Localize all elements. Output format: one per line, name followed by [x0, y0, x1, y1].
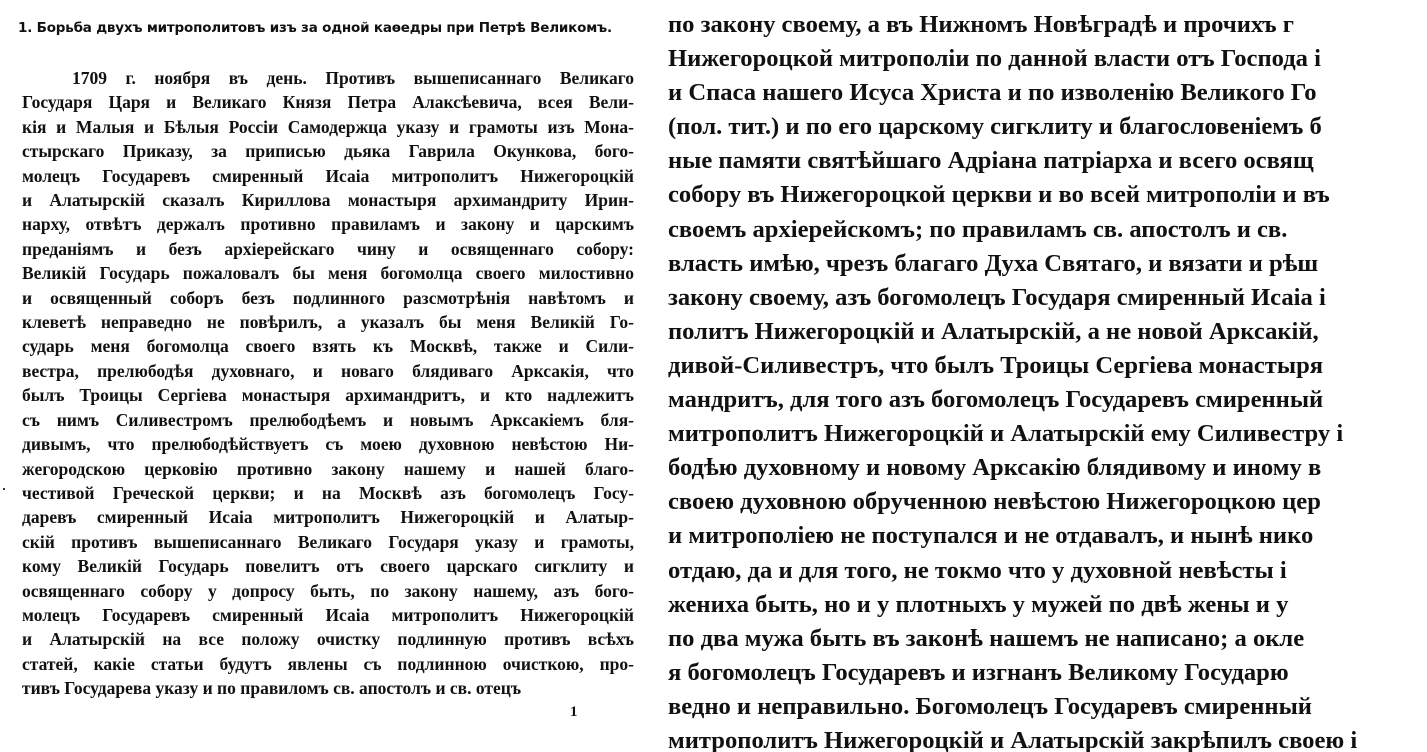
text-line: жегородскою церковію противно закону нашему и нашей благо- [22, 458, 634, 479]
text-line: бодѣю духовному и новому Арксакію блядивому и иному в [668, 454, 1322, 482]
text-line: по два мужа быть въ законѣ нашемъ не написано; а окле [668, 624, 1305, 652]
text-line: (пол. тит.) и по его царскому сигклиту и благословеніемъ б [668, 113, 1322, 141]
text-line: кія и Малыя и Бѣлыя Россіи Самодержца указу и грамоты изъ Мона- [22, 116, 634, 137]
text-line: дивой-Силивестръ, что былъ Троицы Сергіева монастыря [668, 351, 1324, 379]
text-line: Государя Царя и Великаго Князя Петра Алаксѣевича, всея Вели- [22, 92, 634, 113]
text-line: митрополитъ Нижегороцкій и Алатырскій ему Силивестру і [668, 420, 1344, 448]
text-line: Нижегороцкой митрополіи по данной власти отъ Господа і [668, 45, 1321, 73]
text-line: Великій Государь пожаловалъ бы меня богомолца своего милостивно [22, 263, 634, 284]
left-page-text [22, 66, 634, 701]
page-number: 1 [570, 704, 578, 720]
margin-mark [3, 488, 5, 490]
text-line: и освященный соборъ безъ подлинного разсмотрѣнія навѣтомъ и [22, 287, 634, 308]
text-line: клеветѣ неправедно не повѣрилъ, а указалъ бы меня Великій Го- [22, 312, 634, 333]
text-line: честивой Греческой церкви; и на Москвѣ азъ богомолецъ Госу- [22, 482, 634, 503]
text-line: сударь меня богомолца своего взять къ Москвѣ, также и Сили- [22, 336, 634, 357]
text-line: своемъ архіерейскомъ; по правиламъ св. апостолъ и св. [668, 215, 1288, 243]
text-line: власть имѣю, чрезъ благаго Духа Святаго, и вязати и рѣш [668, 249, 1319, 277]
text-line: и митрополіею не поступался и не отдавалъ, и нынѣ нико [668, 522, 1314, 550]
text-line: былъ Троицы Сергіева монастыря архимандритъ, и кто надлежитъ [22, 385, 634, 406]
right-page-text [668, 8, 1427, 752]
text-line: отдаю, да и для того, не токмо что у духовной невѣсты і [668, 556, 1287, 584]
text-line: стырскаго Приказу, за приписью дьяка Гаврила Окункова, бого- [22, 141, 634, 162]
text-line: освященнаго собору у допросу быть, по закону нашему, азъ бого- [22, 580, 634, 601]
text-line: статей, какіе статьи будутъ явлены съ подлинною очисткою, про- [22, 653, 634, 674]
text-line: жениха быть, но и у плотныхъ у мужей по двѣ жены и у [668, 590, 1289, 618]
section-heading: 1. Борьба двухъ митрополитовъ изъ за одной каѳедры при Петрѣ Великомъ. [18, 20, 612, 36]
text-line: закону своему, азъ богомолецъ Государя смиренный Исаіа і [668, 283, 1326, 311]
text-line: 1709 г. ноября въ день. Противъ вышеписаннаго Великаго [72, 68, 634, 88]
text-line: молецъ Государевъ смиренный Исаіа митрополитъ Нижегороцкій [22, 165, 634, 186]
text-line: я богомолецъ Государевъ и изгнанъ Великому Государю [668, 658, 1289, 686]
text-line: мандритъ, для того азъ богомолецъ Государевъ смиренный [668, 386, 1324, 414]
text-line: даревъ смиренный Исаіа митрополитъ Нижегороцкій и Алатыр- [22, 507, 634, 528]
text-line: нарху, отвѣтъ держалъ противно правиламъ и закону и царскимъ [22, 214, 634, 235]
text-line: собору въ Нижегороцкой церкви и во всей митрополіи и въ [668, 181, 1330, 209]
text-line: вестра, прелюбодѣя духовнаго, и новаго блядиваго Арксакія, что [22, 360, 634, 381]
text-line: политъ Нижегороцкій и Алатырскій, а не новой Арксакій, [668, 317, 1319, 345]
text-line: ведно и неправильно. Богомолецъ Государевъ смиренный [668, 692, 1312, 720]
text-line: митрополитъ Нижегороцкій и Алатырскій закрѣпилъ своею і [668, 726, 1358, 752]
text-line: и Алатырскій на все положу очистку подлинную противъ всѣхъ [22, 629, 634, 650]
left-page [0, 0, 650, 752]
text-line: своею духовною обрученною невѣстою Нижегороцкою цер [668, 488, 1321, 516]
text-line: скій противъ вышеписаннаго Великаго Государя указу и грамоты, [22, 531, 634, 552]
text-line: дивымъ, что прелюбодѣйствуетъ съ моею духовною невѣстою Ни- [22, 434, 634, 455]
text-line: кому Великій Государь повелитъ отъ своего царскаго сигклиту и [22, 556, 634, 577]
right-page [650, 0, 1427, 752]
text-line: молецъ Государевъ смиренный Исаіа митрополитъ Нижегороцкій [22, 604, 634, 625]
text-line: и Алатырскій сказалъ Кириллова монастыря архимандриту Ирин- [22, 190, 634, 211]
text-line: ные памяти святѣйшаго Адріана патріарха и всего освящ [668, 147, 1314, 175]
text-line: и Спаса нашего Исуса Христа и по изволенію Великого Го [668, 79, 1317, 107]
text-line: съ нимъ Силивестромъ прелюбодѣемъ и новымъ Арксакіемъ бля- [22, 409, 634, 430]
text-line: тивъ Государева указу и по правиломъ св. апостолъ и св. отецъ [22, 678, 522, 699]
text-line: по закону своему, а въ Нижномъ Новѣградѣ и прочихъ г [668, 11, 1294, 38]
text-line: преданіямъ и безъ архіерейскаго чину и освященнаго собору: [22, 238, 634, 259]
